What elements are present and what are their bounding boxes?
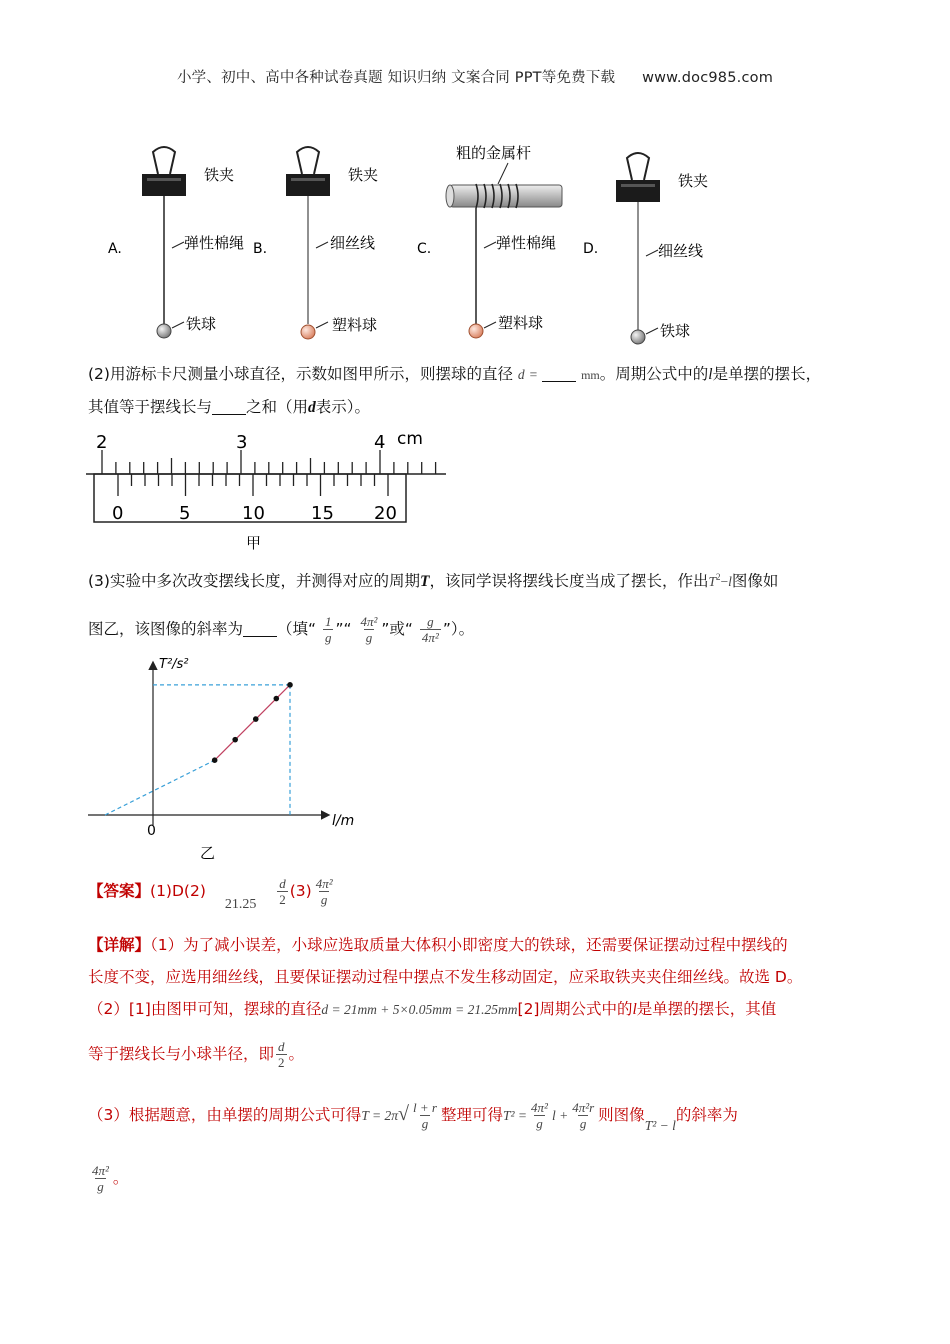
main-scale-label: 2 bbox=[96, 432, 108, 453]
frac-den: g bbox=[579, 1116, 587, 1131]
q3-graph-T: T bbox=[708, 574, 716, 590]
answer-slope bbox=[314, 876, 335, 907]
q2-equals: = bbox=[529, 367, 538, 382]
detail-p2-var-l: l bbox=[632, 1001, 637, 1018]
detail-p1-line2 bbox=[88, 966, 802, 988]
detail-p1-line1 bbox=[88, 934, 788, 956]
vernier-scale-label: 10 bbox=[242, 503, 265, 524]
option-b-ball-label: 塑料球 bbox=[332, 316, 378, 334]
data-point bbox=[287, 682, 293, 688]
q2-line2-tail: 表示）。 bbox=[315, 398, 371, 416]
y-axis-label: T²/s² bbox=[159, 657, 189, 672]
detail-p2-frac bbox=[276, 1039, 287, 1070]
q2-line2-prefix: 其值等于摆线长与 bbox=[88, 398, 213, 416]
q3-blank-slope[interactable] bbox=[243, 620, 277, 637]
q3-quote-sep: ”“ bbox=[335, 620, 352, 638]
option-c-ball-label: 塑料球 bbox=[498, 314, 544, 332]
option-a-clip-label: 铁夹 bbox=[204, 166, 235, 184]
detail-p3-frac1 bbox=[529, 1100, 550, 1131]
q3-text: (3)实验中多次改变摆线长度，并测得对应的周期 bbox=[88, 572, 420, 591]
q3-var-T: T bbox=[419, 573, 430, 591]
q3-option-1 bbox=[323, 614, 334, 645]
q2-unit: mm bbox=[581, 368, 600, 382]
q3-line1 bbox=[88, 566, 778, 593]
q3-graph-sup: 2 bbox=[715, 572, 721, 582]
x-axis-label: l/m bbox=[332, 813, 355, 829]
q2-text: (2)用游标卡尺测量小球直径，示数如图甲所示，则摆球的直径 bbox=[88, 365, 513, 383]
main-scale-unit: cm bbox=[397, 429, 423, 449]
frac-den: g bbox=[365, 630, 373, 645]
detail-p3-eq2: T² = bbox=[502, 1108, 528, 1123]
detail-p2-l1b: [2]周期公式中的 bbox=[517, 1000, 633, 1018]
caliper-caption: 甲 bbox=[246, 534, 262, 552]
frac-num: g bbox=[427, 614, 434, 629]
header-site-link[interactable]: www.doc985.com bbox=[642, 70, 774, 86]
q3-graph-l: l bbox=[728, 574, 732, 590]
frac-den: 2 bbox=[279, 892, 286, 907]
q3-graph-minus: − bbox=[720, 574, 729, 590]
option-d-rope-label: 细丝线 bbox=[658, 242, 704, 260]
binder-clip-icon bbox=[286, 147, 330, 196]
frac-num: 4π² bbox=[360, 614, 378, 629]
detail-p3-line2 bbox=[88, 1158, 128, 1198]
option-a-letter: A. bbox=[108, 241, 122, 257]
option-c-rod-label: 粗的金属杆 bbox=[456, 144, 532, 162]
frac-num: 4π²r bbox=[572, 1100, 595, 1115]
q3-or: ”或“ bbox=[381, 620, 413, 638]
answer-label: 【答案】 bbox=[88, 882, 151, 900]
detail-p1-l1: （1）为了减小误差，小球应选取质量大体积小即密度大的铁球，还需要保证摆动过程中摆线的 bbox=[150, 936, 788, 954]
page-header bbox=[0, 66, 950, 87]
option-d[interactable] bbox=[583, 153, 708, 344]
detail-p3-b: 整理可得 bbox=[440, 1106, 503, 1124]
binder-clip-icon bbox=[616, 153, 660, 202]
option-d-ball-label: 铁球 bbox=[660, 322, 691, 340]
frac-den: 2 bbox=[278, 1055, 285, 1070]
option-b-letter: B. bbox=[253, 241, 268, 257]
detail-p2-l2: 等于摆线长与小球半径，即 bbox=[88, 1045, 275, 1063]
answer-part3: (3) bbox=[289, 882, 312, 900]
frac-num: 4π² bbox=[92, 1163, 109, 1178]
graph-caption: 乙 bbox=[200, 844, 216, 862]
vernier-scale-label: 0 bbox=[112, 503, 124, 524]
option-a-ball-label: 铁球 bbox=[186, 315, 217, 333]
frac-den: g bbox=[536, 1116, 543, 1131]
frac-den: g bbox=[320, 892, 328, 907]
frac-den: 4π² bbox=[421, 630, 439, 645]
dashed-extension bbox=[105, 760, 215, 815]
data-point bbox=[232, 737, 238, 743]
detail-p1-l2: 长度不变，应选用细丝线，且要保证摆动过程中摆点不发生移动固定，应采取铁夹夹住细丝线。故选 D。 bbox=[88, 968, 803, 986]
data-line bbox=[215, 685, 290, 760]
detail-p3-a: （3）根据题意，由单摆的周期公式可得 bbox=[88, 1106, 362, 1124]
option-a-rope-label: 弹性棉绳 bbox=[184, 234, 245, 252]
iron-ball-icon bbox=[157, 324, 171, 338]
q2-line2 bbox=[88, 396, 370, 419]
answer-part1: (1)D(2) bbox=[150, 882, 206, 900]
q2-line1 bbox=[88, 363, 821, 386]
data-point bbox=[274, 696, 280, 702]
option-c[interactable] bbox=[417, 144, 562, 338]
vernier-caliper-figure bbox=[84, 428, 454, 558]
plastic-ball-icon bbox=[301, 325, 315, 339]
main-scale-label: 3 bbox=[236, 432, 248, 453]
option-a[interactable] bbox=[108, 147, 244, 338]
detail-p3-frac2 bbox=[570, 1100, 596, 1131]
q2-tail: 是单摆的摆长， bbox=[712, 365, 822, 383]
frac-num: 4π² bbox=[531, 1100, 548, 1115]
frac-den: g bbox=[421, 1116, 429, 1131]
data-point bbox=[253, 716, 259, 722]
detail-p3-d: 的斜率为 bbox=[675, 1106, 738, 1124]
frac-num: d bbox=[278, 1039, 285, 1054]
detail-p3-final-frac bbox=[90, 1163, 111, 1194]
metal-rod-icon bbox=[446, 184, 562, 208]
origin-label: 0 bbox=[147, 823, 156, 839]
frac-den: g bbox=[324, 630, 332, 645]
q2-blank-diameter[interactable] bbox=[542, 365, 576, 382]
detail-p2-eq: d = 21mm + 5×0.05mm = 21.25mm bbox=[321, 1002, 518, 1017]
q2-line2-var-d: d bbox=[308, 399, 316, 416]
answer-value: 21.25 bbox=[224, 897, 257, 912]
main-scale-label: 4 bbox=[374, 432, 386, 453]
q2-blank-sum[interactable] bbox=[212, 398, 246, 415]
q3-option-3 bbox=[420, 614, 441, 645]
answer-d-over-2 bbox=[277, 876, 288, 907]
option-c-rope-label: 弹性棉绳 bbox=[496, 234, 557, 252]
q2-var-d: d bbox=[517, 367, 525, 382]
detail-p3-eq1: T = 2π bbox=[361, 1108, 399, 1123]
vernier-scale-label: 20 bbox=[374, 503, 397, 524]
q3-option-2 bbox=[358, 614, 379, 645]
plastic-ball-icon bbox=[469, 324, 483, 338]
detail-p2-l1a: （2）[1]由图甲可知，摆球的直径 bbox=[88, 1000, 322, 1018]
iron-ball-icon bbox=[631, 330, 645, 344]
frac-den: g bbox=[97, 1179, 104, 1194]
data-point bbox=[212, 757, 218, 763]
detail-p3-line1: （3）根据题意，由单摆的周期公式可得T = 2π√ $\frac{l + r}{g}$ 整理可得T² = $\frac{\text{4π²}}{g}$ l + $\frac{\text{4π²r}}{g}$ 则图像T² − l的斜率为 bbox=[88, 1100, 738, 1133]
vernier-scale-label: 15 bbox=[311, 503, 334, 524]
answer-line bbox=[88, 876, 337, 912]
frac-num: l + r bbox=[413, 1100, 437, 1115]
vernier-scale-label: 5 bbox=[179, 503, 191, 524]
q3-fill-open: （填“ bbox=[277, 620, 317, 638]
frac-num: 4π² bbox=[315, 876, 333, 891]
detail-p2-l1c: 是单摆的摆长，其值 bbox=[636, 1000, 777, 1018]
t2-l-graph bbox=[88, 655, 378, 865]
q3-line2 bbox=[88, 612, 474, 646]
frac-num: d bbox=[279, 876, 286, 891]
main-scale-ticks bbox=[102, 450, 436, 474]
pendulum-options-figure bbox=[100, 138, 760, 353]
option-b-clip-label: 铁夹 bbox=[348, 166, 379, 184]
detail-p3-sqrt-frac bbox=[411, 1100, 439, 1131]
detail-p2-line1 bbox=[88, 998, 776, 1021]
detail-p3-graph: T² − l bbox=[644, 1118, 676, 1133]
detail-p2-line2 bbox=[88, 1036, 304, 1072]
q3-line2-prefix: 图乙，该图像的斜率为 bbox=[88, 620, 244, 638]
option-c-letter: C. bbox=[417, 241, 432, 257]
option-d-letter: D. bbox=[583, 241, 599, 257]
header-title: 小学、初中、高中各种试卷真题 知识归纳 文案合同 PPT等免费下载 bbox=[176, 70, 616, 86]
q3-mid: ，该同学误将摆线长度当成了摆长，作出 bbox=[429, 572, 709, 591]
q2-line2-mid: 之和（用 bbox=[246, 398, 309, 416]
q3-tail: 图像如 bbox=[731, 572, 779, 591]
q2-var-l: l bbox=[708, 366, 713, 383]
option-b[interactable] bbox=[253, 147, 378, 339]
detail-label: 【详解】 bbox=[88, 936, 151, 954]
detail-p3-eq3: l + bbox=[551, 1108, 569, 1123]
vernier-scale-ticks bbox=[118, 474, 388, 496]
detail-p3-c: 则图像 bbox=[598, 1106, 645, 1124]
detail-p3-end: 。 bbox=[112, 1169, 129, 1187]
binder-clip-icon bbox=[142, 147, 186, 196]
q3-end: ”）。 bbox=[442, 620, 475, 638]
option-d-clip-label: 铁夹 bbox=[678, 172, 709, 190]
detail-p2-end: 。 bbox=[288, 1045, 305, 1063]
q2-mid-text: 。周期公式中的 bbox=[599, 365, 709, 383]
frac-num: 1 bbox=[324, 614, 332, 629]
option-b-rope-label: 细丝线 bbox=[330, 234, 376, 252]
